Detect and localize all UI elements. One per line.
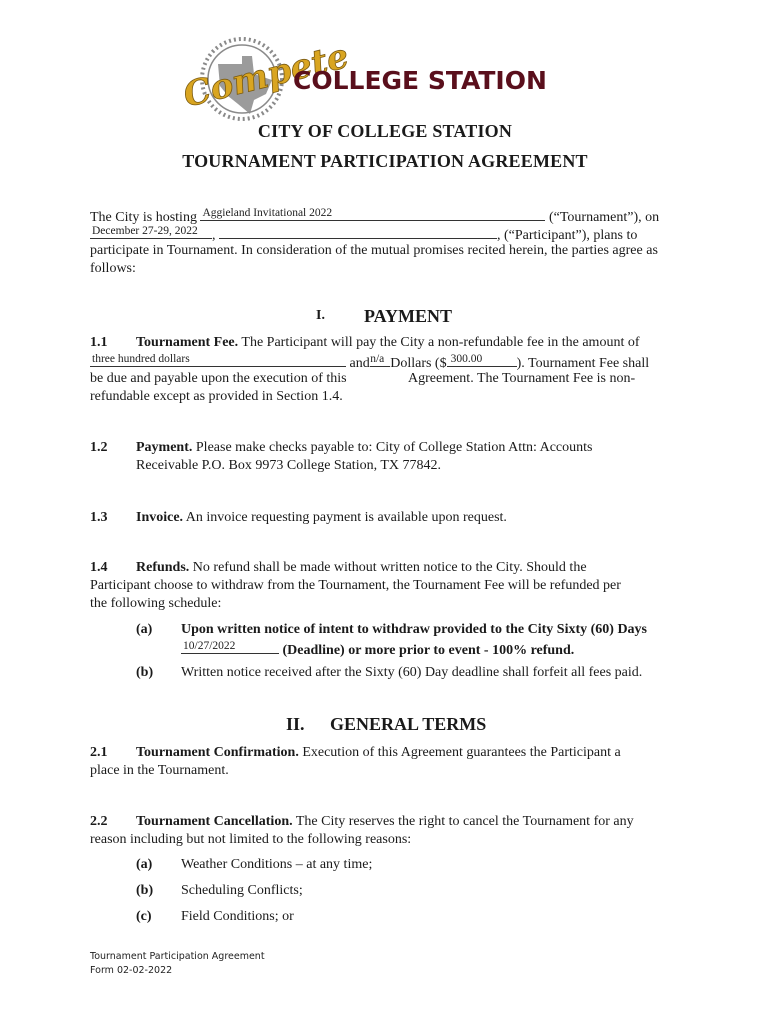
section-1-2-line-1 <box>90 439 592 457</box>
footer-form-number: Form 02-02-2022 <box>90 965 173 976</box>
clause-text: Execution of this Agreement guarantees the Participant a <box>298 745 621 760</box>
cancel-item-text: Scheduling Conflicts; <box>181 883 303 898</box>
clause-text: Dollars ($ <box>390 356 447 371</box>
fee-amount-field[interactable] <box>447 352 517 367</box>
intro-line-4: follows: <box>90 261 136 276</box>
clause-heading: Tournament Cancellation. <box>136 814 293 829</box>
refund-item-a-label: (a) <box>136 622 153 637</box>
section-2-title: GENERAL TERMS <box>330 714 487 734</box>
section-2-1-line-1 <box>90 744 621 762</box>
section-1-2-line-2: Receivable P.O. Box 9973 College Station, TX 77842. <box>136 458 441 473</box>
section-1-1-line-3a: be due and payable upon the execution of this <box>90 371 347 386</box>
title-line-2: TOURNAMENT PARTICIPATION AGREEMENT <box>182 151 588 171</box>
clause-heading: Refunds. <box>136 560 190 575</box>
clause-heading: Invoice. <box>136 510 184 525</box>
tournament-date-value: December 27-29, 2022 <box>92 225 198 237</box>
fee-cents-value: n/a <box>370 353 385 365</box>
clause-heading: Payment. <box>136 440 193 455</box>
section-1-1-line-1 <box>90 334 640 352</box>
section-2-2-line-1 <box>90 813 634 831</box>
clause-number: 2.2 <box>90 814 108 829</box>
clause-text: The Participant will pay the City a non-refundable fee in the amount of <box>238 335 640 350</box>
section-2-numeral: II. <box>286 714 305 734</box>
deadline-field[interactable] <box>181 639 279 654</box>
cancel-item-text: Weather Conditions – at any time; <box>181 857 373 872</box>
title-line-1: CITY OF COLLEGE STATION <box>257 121 513 141</box>
clause-text: ). Tournament Fee shall <box>516 356 650 371</box>
refund-item-b-text: Written notice received after the Sixty (60) Day deadline shall forfeit all fees paid. <box>181 665 643 680</box>
tournament-date-field[interactable] <box>90 224 212 239</box>
section-2-2-line-2: reason including but not limited to the following reasons: <box>90 832 412 847</box>
clause-text: (Deadline) or more prior to event - 100% refund. <box>282 643 575 658</box>
refund-item-a-line-1: Upon written notice of intent to withdraw provided to the City Sixty (60) Days <box>181 622 647 637</box>
footer-title: Tournament Participation Agreement <box>90 951 265 962</box>
deadline-value: 10/27/2022 <box>183 640 236 652</box>
clause-number: 1.2 <box>90 440 108 455</box>
intro-text: (“Tournament”), on <box>548 210 660 225</box>
clause-heading: Tournament Fee. <box>136 335 239 350</box>
fee-words-field[interactable] <box>90 352 346 367</box>
clause-text: No refund shall be made without written notice to the City. Should the <box>189 560 587 575</box>
tournament-name-field[interactable] <box>200 206 545 221</box>
intro-line-3: participate in Tournament. In consideration of the mutual promises recited herein, the parties agree as <box>90 243 658 258</box>
refund-item-b-label: (b) <box>136 665 154 680</box>
cancel-item-label: (a) <box>136 857 153 872</box>
fee-cents-field[interactable] <box>370 352 390 367</box>
intro-text: The City is hosting <box>90 210 197 225</box>
section-1-1-line-4: refundable except as provided in Section 1.4. <box>90 389 343 404</box>
fee-amount-value: 300.00 <box>450 353 483 365</box>
clause-text: The City reserves the right to cancel the Tournament for any <box>292 814 634 829</box>
clause-text: An invoice requesting payment is available upon request. <box>183 510 507 525</box>
section-1-4-line-1 <box>90 559 587 577</box>
logo-script-text: Compete <box>180 36 353 116</box>
logo-graphic <box>180 34 545 124</box>
clause-text: Please make checks payable to: City of College Station Attn: Accounts <box>192 440 593 455</box>
clause-number: 2.1 <box>90 745 108 760</box>
intro-text: , (“Participant”), plans to <box>497 228 638 243</box>
refund-item-a-line-2 <box>181 639 574 660</box>
compete-logo <box>180 34 545 124</box>
logo-brand-text: COLLEGE STATION <box>293 66 545 95</box>
cancel-item-label: (b) <box>136 883 154 898</box>
clause-text: and <box>349 356 370 371</box>
cancel-item-label: (c) <box>136 909 152 924</box>
clause-number: 1.3 <box>90 510 108 525</box>
section-2-1-line-2: place in the Tournament. <box>90 763 229 778</box>
section-1-3 <box>90 509 507 527</box>
section-1-4-line-3: the following schedule: <box>90 596 222 611</box>
section-1-title: PAYMENT <box>364 306 453 326</box>
participant-name-field[interactable] <box>219 224 497 239</box>
clause-number: 1.4 <box>90 560 108 575</box>
fee-words-value: three hundred dollars <box>92 353 190 365</box>
clause-heading: Tournament Confirmation. <box>136 745 299 760</box>
intro-text: , <box>212 228 216 243</box>
clause-number: 1.1 <box>90 335 108 350</box>
section-1-1-line-3b: Agreement. The Tournament Fee is non- <box>408 371 636 386</box>
cancel-item-text: Field Conditions; or <box>181 909 294 924</box>
section-1-numeral: I. <box>316 308 325 323</box>
tournament-name-value: Aggieland Invitational 2022 <box>202 207 333 219</box>
section-1-4-line-2: Participant choose to withdraw from the Tournament, the Tournament Fee will be refunded per <box>90 578 621 593</box>
